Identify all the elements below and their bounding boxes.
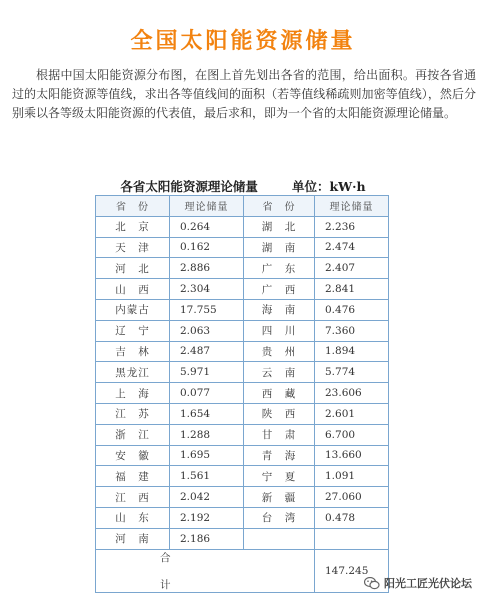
reserve-cell: 2.063 bbox=[170, 320, 244, 341]
province-cell: 北 京 bbox=[96, 216, 170, 237]
table-row bbox=[96, 445, 389, 466]
reserve-cell: 2.042 bbox=[170, 487, 244, 508]
table-row bbox=[96, 487, 389, 508]
province-cell: 湖 南 bbox=[244, 237, 315, 258]
reserve-cell: 13.660 bbox=[315, 445, 389, 466]
table-row bbox=[96, 258, 389, 279]
table-row bbox=[96, 424, 389, 445]
province-cell: 湖 北 bbox=[244, 216, 315, 237]
province-cell: 黑龙江 bbox=[96, 362, 170, 383]
reserve-cell: 2.601 bbox=[315, 403, 389, 424]
reserve-cell: 17.755 bbox=[170, 299, 244, 320]
total-label-right: 计 bbox=[160, 578, 171, 591]
province-cell: 广 东 bbox=[244, 258, 315, 279]
description-paragraph: 根据中国太阳能资源分布图，在图上首先划出各省的范围，给出面积。再按各省通过的太阳能资源等值线，求出各等值线间的面积（若等值线稀疏则加密等值线），然后分别乘以各等级太阳能资源的代表值，最后求和，即为一个省的太阳能资源理论储量。 bbox=[12, 68, 476, 120]
table-header-row bbox=[96, 196, 389, 217]
watermark-text: 阳光工匠光伏论坛 bbox=[384, 577, 472, 590]
reserve-cell: 1.091 bbox=[315, 466, 389, 487]
total-row bbox=[96, 549, 389, 592]
reserve-cell: 0.478 bbox=[315, 507, 389, 528]
province-cell: 海 南 bbox=[244, 299, 315, 320]
reserve-cell: 2.407 bbox=[315, 258, 389, 279]
province-cell: 吉 林 bbox=[96, 341, 170, 362]
province-cell: 内蒙古 bbox=[96, 299, 170, 320]
table-row bbox=[96, 216, 389, 237]
reserve-cell: 23.606 bbox=[315, 383, 389, 404]
watermark bbox=[364, 575, 472, 591]
reserve-cell: 1.654 bbox=[170, 403, 244, 424]
reserve-cell: 6.700 bbox=[315, 424, 389, 445]
reserve-cell: 1.288 bbox=[170, 424, 244, 445]
table-row bbox=[96, 466, 389, 487]
table-row bbox=[96, 362, 389, 383]
province-cell bbox=[244, 528, 315, 549]
table-row bbox=[96, 528, 389, 549]
province-cell: 贵 州 bbox=[244, 341, 315, 362]
table-row bbox=[96, 507, 389, 528]
table-row bbox=[96, 279, 389, 300]
table-unit: 单位：kW·h bbox=[291, 179, 366, 194]
province-cell: 浙 江 bbox=[96, 424, 170, 445]
total-value: 147.245 bbox=[315, 549, 389, 592]
reserve-cell: 0.476 bbox=[315, 299, 389, 320]
table-row bbox=[96, 403, 389, 424]
reserve-cell: 2.304 bbox=[170, 279, 244, 300]
province-cell: 福 建 bbox=[96, 466, 170, 487]
table-row bbox=[96, 341, 389, 362]
reserve-cell: 1.894 bbox=[315, 341, 389, 362]
reserve-cell: 7.360 bbox=[315, 320, 389, 341]
reserve-cell: 2.841 bbox=[315, 279, 389, 300]
reserve-cell: 2.192 bbox=[170, 507, 244, 528]
total-label bbox=[96, 549, 315, 592]
province-cell: 甘 肃 bbox=[244, 424, 315, 445]
province-cell: 上 海 bbox=[96, 383, 170, 404]
reserve-cell: 0.077 bbox=[170, 383, 244, 404]
reserve-cell: 2.236 bbox=[315, 216, 389, 237]
reserve-cell: 0.264 bbox=[170, 216, 244, 237]
province-cell: 台 湾 bbox=[244, 507, 315, 528]
province-cell: 河 北 bbox=[96, 258, 170, 279]
province-cell: 山 西 bbox=[96, 279, 170, 300]
reserve-cell: 2.186 bbox=[170, 528, 244, 549]
province-cell: 陕 西 bbox=[244, 403, 315, 424]
province-cell: 山 东 bbox=[96, 507, 170, 528]
province-cell: 新 疆 bbox=[244, 487, 315, 508]
reserve-cell: 2.474 bbox=[315, 237, 389, 258]
header-province-2: 省 份 bbox=[244, 196, 315, 217]
province-cell: 西 藏 bbox=[244, 383, 315, 404]
province-cell: 江 苏 bbox=[96, 403, 170, 424]
reserve-cell: 1.561 bbox=[170, 466, 244, 487]
header-reserve-1: 理论储量 bbox=[170, 196, 244, 217]
header-province-1: 省 份 bbox=[96, 196, 170, 217]
province-cell: 四 川 bbox=[244, 320, 315, 341]
province-cell: 江 西 bbox=[96, 487, 170, 508]
province-cell: 广 西 bbox=[244, 279, 315, 300]
table-caption bbox=[0, 177, 486, 195]
table-row bbox=[96, 383, 389, 404]
reserve-cell: 5.971 bbox=[170, 362, 244, 383]
province-cell: 安 徽 bbox=[96, 445, 170, 466]
header-reserve-2: 理论储量 bbox=[315, 196, 389, 217]
table-row bbox=[96, 237, 389, 258]
province-cell: 天 津 bbox=[96, 237, 170, 258]
total-label-left: 合 bbox=[160, 551, 171, 564]
reserve-cell: 2.886 bbox=[170, 258, 244, 279]
province-cell: 辽 宁 bbox=[96, 320, 170, 341]
reserve-cell: 1.695 bbox=[170, 445, 244, 466]
wechat-icon bbox=[364, 577, 380, 590]
table-row bbox=[96, 320, 389, 341]
table-row bbox=[96, 299, 389, 320]
page-title: 全国太阳能资源储量 bbox=[130, 29, 356, 54]
province-cell: 宁 夏 bbox=[244, 466, 315, 487]
reserve-cell bbox=[315, 528, 389, 549]
province-cell: 青 海 bbox=[244, 445, 315, 466]
table-caption-text: 各省太阳能资源理论储量 bbox=[120, 179, 258, 194]
solar-reserves-table bbox=[95, 195, 389, 593]
province-cell: 河 南 bbox=[96, 528, 170, 549]
reserve-cell: 5.774 bbox=[315, 362, 389, 383]
reserve-cell: 27.060 bbox=[315, 487, 389, 508]
reserve-cell: 2.487 bbox=[170, 341, 244, 362]
reserve-cell: 0.162 bbox=[170, 237, 244, 258]
province-cell: 云 南 bbox=[244, 362, 315, 383]
